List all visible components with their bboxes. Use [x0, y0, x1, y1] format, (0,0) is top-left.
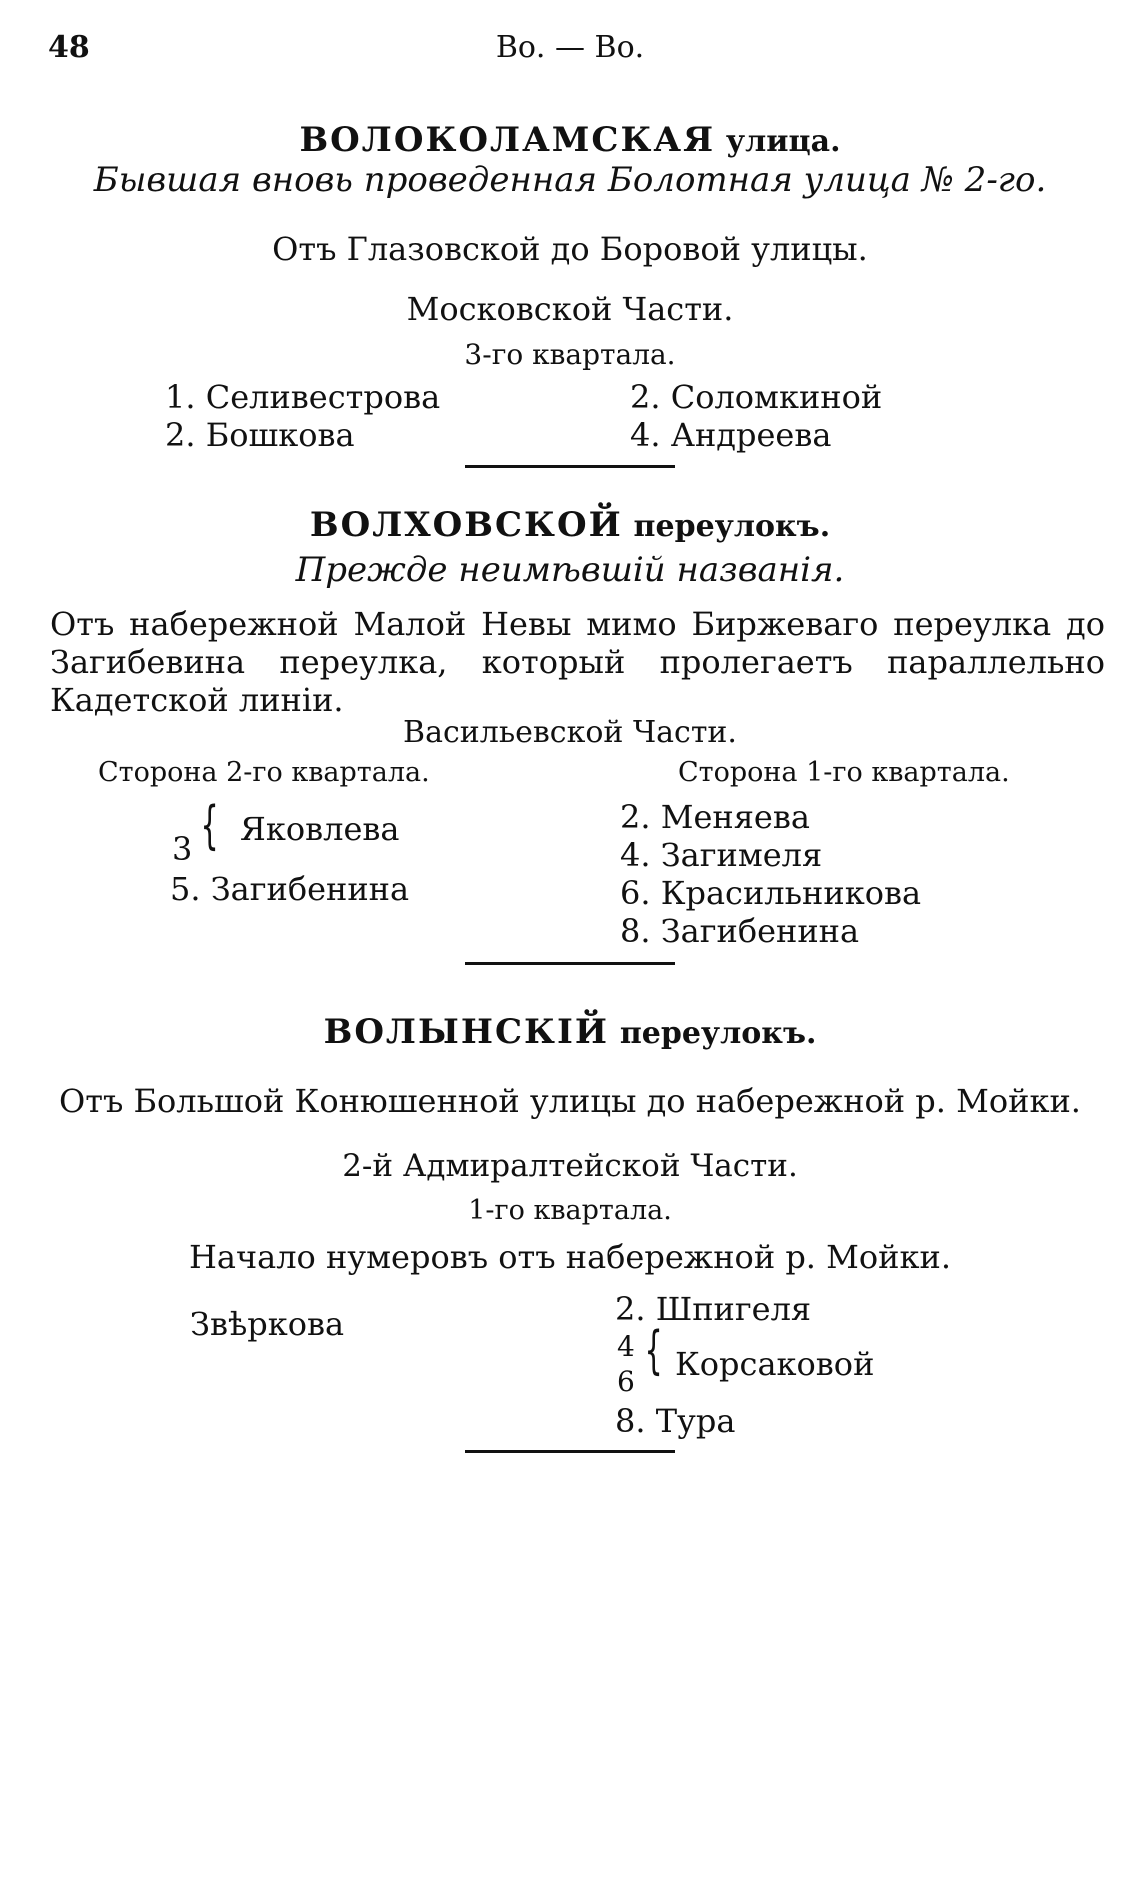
section-2-right-entry-4: 8. Загибенина	[620, 912, 860, 950]
running-head: Во. — Во.	[495, 30, 645, 65]
section-3-right-entry-1: 2. Шпигеля	[615, 1290, 812, 1328]
section-3-right-brace-number-1: 4	[617, 1330, 635, 1363]
section-1-right-entry-2: 4. Андреева	[630, 416, 832, 454]
section-1-left-entry-1: 1. Селивестрова	[165, 378, 441, 416]
section-1-title	[0, 120, 1140, 160]
section-2-right-entry-2: 4. Загимеля	[620, 836, 823, 874]
section-2-left-entry-2: 5. Загибенина	[170, 870, 410, 908]
section-2-right-entry-3: 6. Красильникова	[620, 874, 922, 912]
section-2-title	[0, 505, 1140, 545]
section-2-left-entry-1: Яковлева	[240, 810, 400, 848]
section-1-district: Московской Части.	[406, 290, 734, 328]
section-1-right-entry-1: 2. Соломкиной	[630, 378, 883, 416]
section-divider	[465, 465, 675, 468]
section-3-title-name: ВОЛЫНСКІЙ	[323, 1012, 609, 1052]
section-2-left-brace-number: 3	[172, 830, 193, 868]
section-3-title-type: переулокъ.	[619, 1016, 817, 1051]
section-2-district: Васильевской Части.	[403, 715, 737, 750]
section-divider	[465, 962, 675, 965]
section-3-left-entry-1: Звѣркова	[190, 1305, 345, 1343]
section-2-title-name: ВОЛХОВСКОЙ	[309, 505, 623, 545]
section-3-right-entry-3: 8. Тура	[615, 1402, 736, 1440]
brace-icon: {	[200, 796, 219, 856]
section-2-right-entry-1: 2. Меняева	[620, 798, 810, 836]
section-1-quarter: 3-го квартала.	[464, 338, 676, 371]
section-3-right-entry-2: Корсаковой	[675, 1345, 875, 1383]
section-divider	[465, 1450, 675, 1453]
section-2-title-type: переулокъ.	[633, 509, 831, 544]
section-3-title	[0, 1012, 1140, 1052]
section-1-title-type: улица.	[725, 124, 841, 159]
page-number: 48	[48, 30, 90, 65]
section-3-right-brace-number-2: 6	[617, 1365, 635, 1398]
section-2-former-name: Прежде неимѣвшій названія.	[295, 550, 845, 590]
section-3-numbering-note: Начало нумеровъ отъ набережной р. Мойки.	[188, 1238, 951, 1276]
section-3-district: 2-й Адмиралтейской Части.	[342, 1148, 798, 1184]
section-2-left-side-label: Сторона 2-го квартала.	[98, 757, 430, 788]
section-2-right-side-label: Сторона 1-го квартала.	[678, 757, 1010, 788]
section-2-route: Отъ набережной Малой Невы мимо Биржеваго переулка до Загибевина переулка, который пролегаетъ параллельно Кадетской линіи.	[50, 605, 1105, 719]
section-3-route: Отъ Большой Конюшенной улицы до набережной р. Мойки.	[59, 1082, 1081, 1120]
section-1-title-name: ВОЛОКОЛАМСКАЯ	[299, 120, 716, 160]
section-1-route: Отъ Глазовской до Боровой улицы.	[272, 230, 868, 268]
section-1-former-name: Бывшая вновь проведенная Болотная улица № 2-го.	[93, 160, 1047, 200]
section-1-left-entry-2: 2. Бошкова	[165, 416, 355, 454]
brace-icon: {	[644, 1321, 663, 1381]
section-3-quarter: 1-го квартала.	[468, 1195, 672, 1226]
